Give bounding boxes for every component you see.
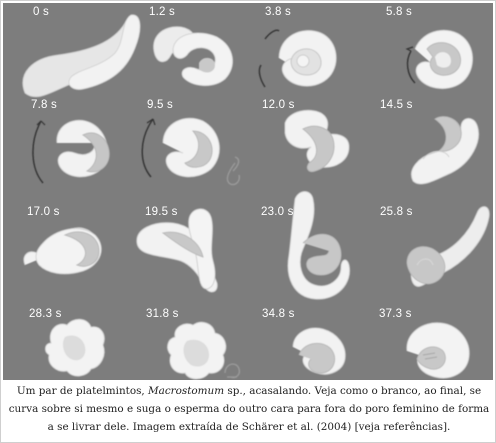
timestamp-label: 31.8 s xyxy=(146,308,179,320)
female-symbol-icon xyxy=(227,157,239,185)
frame-5-8s-worms xyxy=(407,30,473,88)
worm-frames xyxy=(3,3,493,380)
timestamp-label: 19.5 s xyxy=(145,206,178,218)
male-symbol-icon xyxy=(225,364,239,377)
caption-text-rest: sp., acasalando. Veja como o branco, ao final, se curva sobre si mesmo e suga o esperma do outro cara para fora do poro feminino de forma a se livrar dele. Imagem extraída de Schärer et al. (2004) [veja referências]. xyxy=(8,385,490,433)
timestamp-label: 23.0 s xyxy=(261,206,294,218)
timestamp-label: 37.3 s xyxy=(379,308,412,320)
caption-species-name: Macrostomum xyxy=(148,385,225,397)
caption-text-start: Um par de platelmintos, xyxy=(16,385,149,397)
timestamp-label: 5.8 s xyxy=(386,6,412,18)
frame-7-8s-worms xyxy=(33,120,109,183)
frame-14-5s-worms xyxy=(411,117,478,184)
timestamp-label: 14.5 s xyxy=(380,99,413,111)
timestamp-label: 17.0 s xyxy=(27,206,60,218)
timestamp-label: 12.0 s xyxy=(262,99,295,111)
frame-25-8s-worms xyxy=(407,207,489,287)
frame-1-2s-worms xyxy=(154,27,233,86)
timestamp-label: 7.8 s xyxy=(31,99,57,111)
mating-sequence-image xyxy=(3,3,493,380)
timestamp-label: 3.8 s xyxy=(265,6,291,18)
frame-17s-worms xyxy=(24,228,101,274)
timestamp-label: 28.3 s xyxy=(29,308,62,320)
timestamp-label: 0 s xyxy=(33,6,49,18)
figure-caption xyxy=(6,382,492,436)
frame-31-8s-worms xyxy=(168,322,240,379)
timestamp-label: 9.5 s xyxy=(147,99,173,111)
timestamp-label: 1.2 s xyxy=(149,6,175,18)
frame-0s-worms xyxy=(23,15,140,97)
frame-19-5s-worms xyxy=(137,209,217,292)
frame-37-3s-worms xyxy=(407,323,469,378)
frame-9-5s-worms xyxy=(142,118,239,184)
frame-34-8s-worms xyxy=(293,328,345,374)
frame-23s-worms xyxy=(288,192,350,300)
frame-28-3s-worms xyxy=(45,319,104,376)
frame-3-8s-worms xyxy=(259,30,336,87)
timestamp-label: 25.8 s xyxy=(380,206,413,218)
frame-12s-worms xyxy=(285,110,349,171)
timestamp-label: 34.8 s xyxy=(262,308,295,320)
